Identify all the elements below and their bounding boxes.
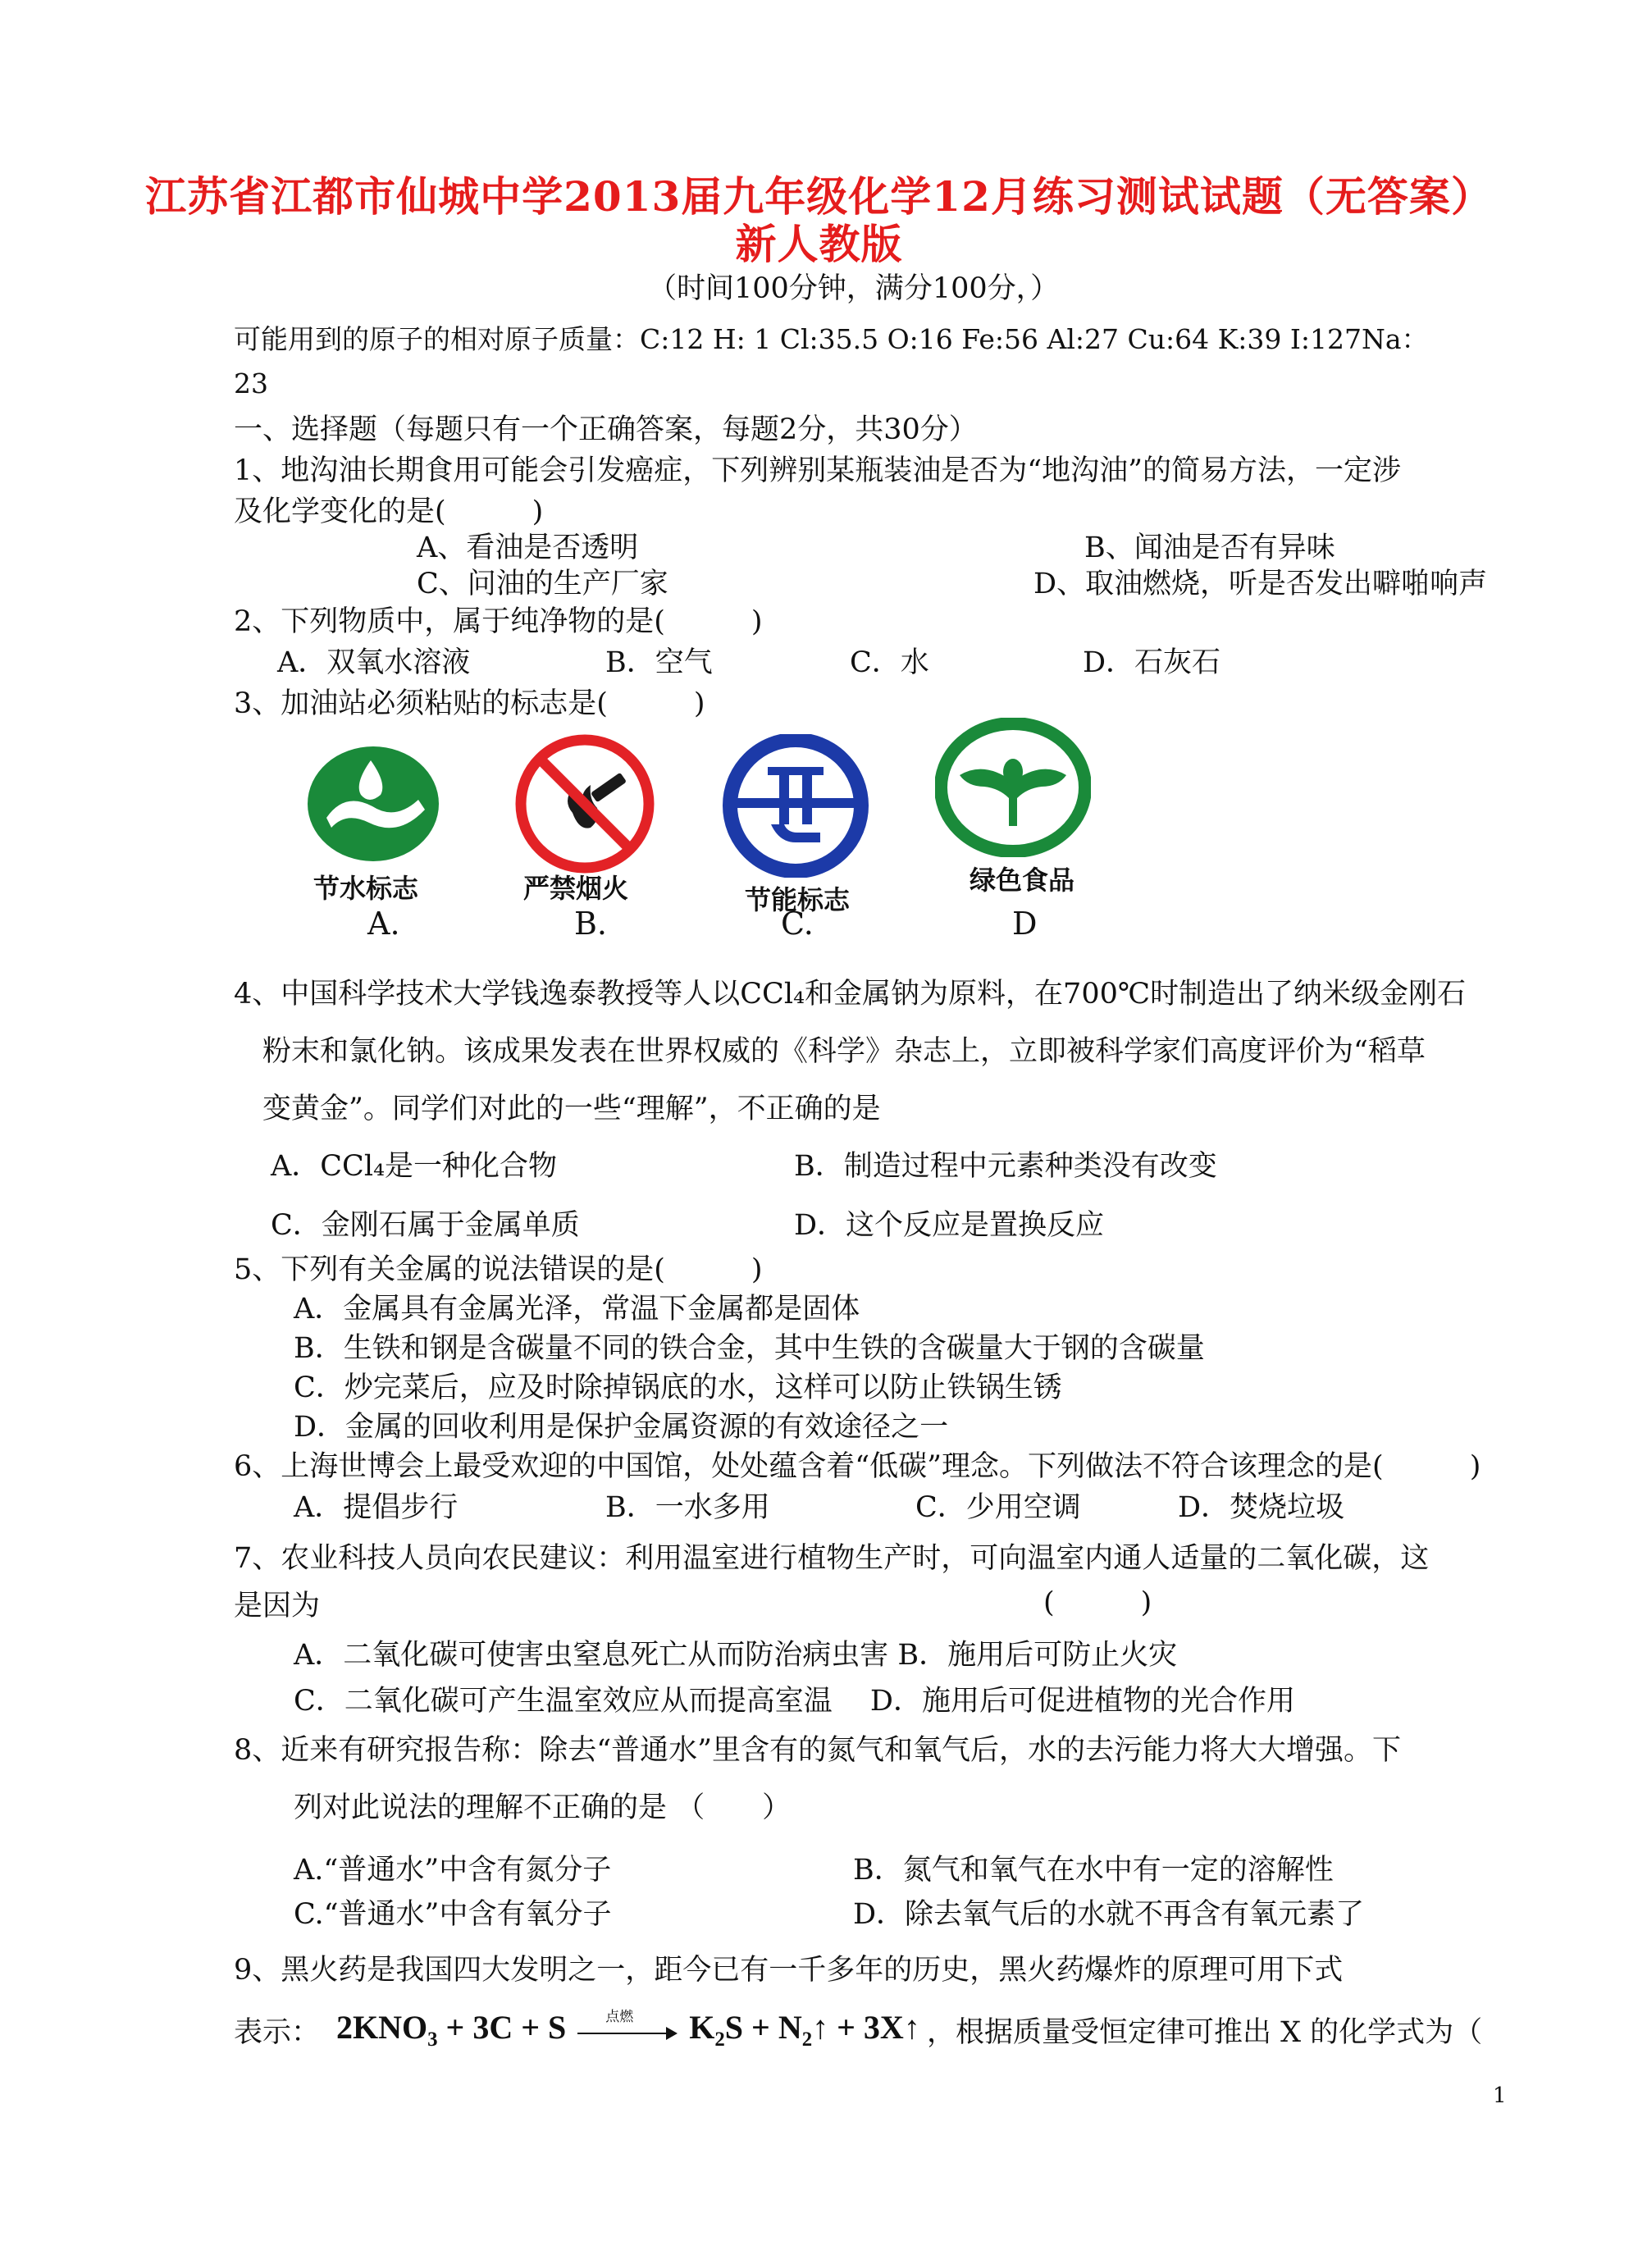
document-subtitle: 新人教版 <box>735 220 903 268</box>
q7-options-cd: C．二氧化碳可产生温室效应从而提高室温 D．施用后可促进植物的光合作用 <box>294 1685 1295 1718</box>
q2-stem: 2、下列物质中，属于纯净物的是( ) <box>234 605 763 638</box>
page-number: 1 <box>1493 2083 1507 2108</box>
logo-b-label: 严禁烟火 <box>523 873 629 904</box>
q8-option-d: D．除去氧气后的水就不再含有氧元素了 <box>853 1898 1365 1931</box>
q9-equation: $2KNO_3 + 3C + S$ 点燃 $K_2S$ + $N_2↑$ + 3X↑ <box>336 2008 920 2051</box>
q2-option-a: A．双氧水溶液 <box>277 646 471 679</box>
q4-stem-line2: 粉末和氯化钠。该成果发表在世界权威的《科学》杂志上，立即被科学家们高度评价为“稻草 <box>262 1035 1426 1068</box>
water-saving-logo-icon <box>303 742 443 865</box>
q2-option-c: C．水 <box>850 646 929 679</box>
reaction-condition: 点燃 <box>605 2008 634 2025</box>
q7-answer-paren: ( ) <box>1043 1586 1152 1619</box>
q4-option-a: A．CCl₄是一种化合物 <box>271 1150 558 1183</box>
q5-stem: 5、下列有关金属的说法错误的是( ) <box>234 1253 763 1286</box>
q1-stem-line2: 及化学变化的是( ) <box>234 495 544 528</box>
q5-option-b: B．生铁和钢是含碳量不同的铁合金，其中生铁的含碳量大于钢的含碳量 <box>294 1332 1205 1365</box>
q2-option-b: B．空气 <box>605 646 713 679</box>
logo-d-label: 绿色食品 <box>970 865 1075 896</box>
section-heading: 一、选择题（每题只有一个正确答案，每题2分，共30分） <box>234 413 978 446</box>
q8-option-c: C.“普通水”中含有氧分子 <box>294 1898 612 1931</box>
q8-stem-line2: 列对此说法的理解不正确的是 （ ） <box>294 1791 792 1824</box>
q5-option-c: C．炒完菜后，应及时除掉锅底的水，这样可以防止铁锅生锈 <box>294 1371 1062 1404</box>
q6-option-d: D．焚烧垃圾 <box>1178 1491 1345 1524</box>
q8-stem-line1: 8、近来有研究报告称：除去“普通水”里含有的氮气和氧气后，水的去污能力将大大增强。下 <box>234 1734 1402 1767</box>
logo-b-letter: B. <box>574 906 608 942</box>
q7-stem-line2: 是因为 <box>234 1590 321 1622</box>
q4-option-b: B．制造过程中元素种类没有改变 <box>794 1150 1217 1183</box>
q2-option-d: D．石灰石 <box>1083 646 1221 679</box>
q1-option-a: A、看油是否透明 <box>417 532 639 564</box>
q9-stem-line1: 9、黑火药是我国四大发明之一，距今已有一千多年的历史，黑火药爆炸的原理可用下式 <box>234 1954 1344 1987</box>
q5-option-a: A．金属具有金属光泽，常温下金属都是固体 <box>294 1293 860 1326</box>
logo-c-letter: C. <box>781 906 814 942</box>
q1-option-c: C、问油的生产厂家 <box>417 568 668 600</box>
q6-option-b: B．一水多用 <box>605 1491 770 1524</box>
green-food-logo-icon <box>935 718 1091 857</box>
energy-saving-logo-icon <box>722 734 869 878</box>
q6-option-c: C．少用空调 <box>915 1491 1081 1524</box>
q3-stem: 3、加油站必须粘贴的标志是( ) <box>234 687 705 720</box>
q4-stem-line3: 变黄金”。同学们对此的一些“理解”，不正确的是 <box>262 1093 881 1125</box>
logo-c-label: 节能标志 <box>745 884 851 915</box>
atomic-masses-line1: 可能用到的原子的相对原子质量：C:12 H: 1 Cl:35.5 O:16 Fe:56 Al:27 Cu:64 K:39 I:127Na： <box>234 323 1429 355</box>
q7-options-ab: A．二氧化碳可使害虫窒息死亡从而防治病虫害 B．施用后可防止火灾 <box>294 1639 1178 1672</box>
document-title: 江苏省江都市仙城中学2013届九年级化学12月练习测试试题（无答案） <box>145 172 1493 221</box>
logo-d-letter: D <box>1012 906 1038 942</box>
q4-option-d: D．这个反应是置换反应 <box>794 1209 1105 1242</box>
q7-stem-line1: 7、农业科技人员向农民建议：利用温室进行植物生产时，可向温室内通人适量的二氧化碳，这 <box>234 1542 1430 1575</box>
q8-option-b: B．氮气和氧气在水中有一定的溶解性 <box>853 1854 1334 1887</box>
q6-option-a: A．提倡步行 <box>294 1491 459 1524</box>
q8-option-a: A.“普通水”中含有氮分子 <box>294 1854 612 1887</box>
q5-option-d: D．金属的回收利用是保护金属资源的有效途径之一 <box>294 1411 949 1444</box>
q1-stem-line1: 1、地沟油长期食用可能会引发癌症，下列辨别某瓶装油是否为“地沟油”的简易方法，一定涉 <box>234 454 1402 487</box>
q9-stem-suffix: ，根据质量受恒定律可推出 X 的化学式为（ <box>927 2016 1483 2049</box>
q4-option-c: C．金刚石属于金属单质 <box>271 1209 580 1242</box>
q4-stem-line1: 4、中国科学技术大学钱逸泰教授等人以CCl₄和金属钠为原料，在700℃时制造出了纳米级金刚石 <box>234 978 1467 1011</box>
logo-a-label: 节水标志 <box>313 873 419 904</box>
atomic-masses-line2: 23 <box>234 367 268 399</box>
reaction-arrow <box>574 2008 681 2047</box>
q1-option-b: B、闻油是否有异味 <box>1084 532 1335 564</box>
no-fire-sign-icon <box>515 734 655 874</box>
q9-stem-prefix: 表示： <box>234 2016 321 2049</box>
time-note: （时间100分钟，满分100分，） <box>648 272 1060 305</box>
q6-stem: 6、上海世博会上最受欢迎的中国馆，处处蕴含着“低碳”理念。下列做法不符合该理念的是( ) <box>234 1450 1481 1483</box>
logo-a-letter: A. <box>367 906 400 942</box>
q1-option-d: D、取油燃烧，听是否发出噼啪响声 <box>1033 568 1488 600</box>
